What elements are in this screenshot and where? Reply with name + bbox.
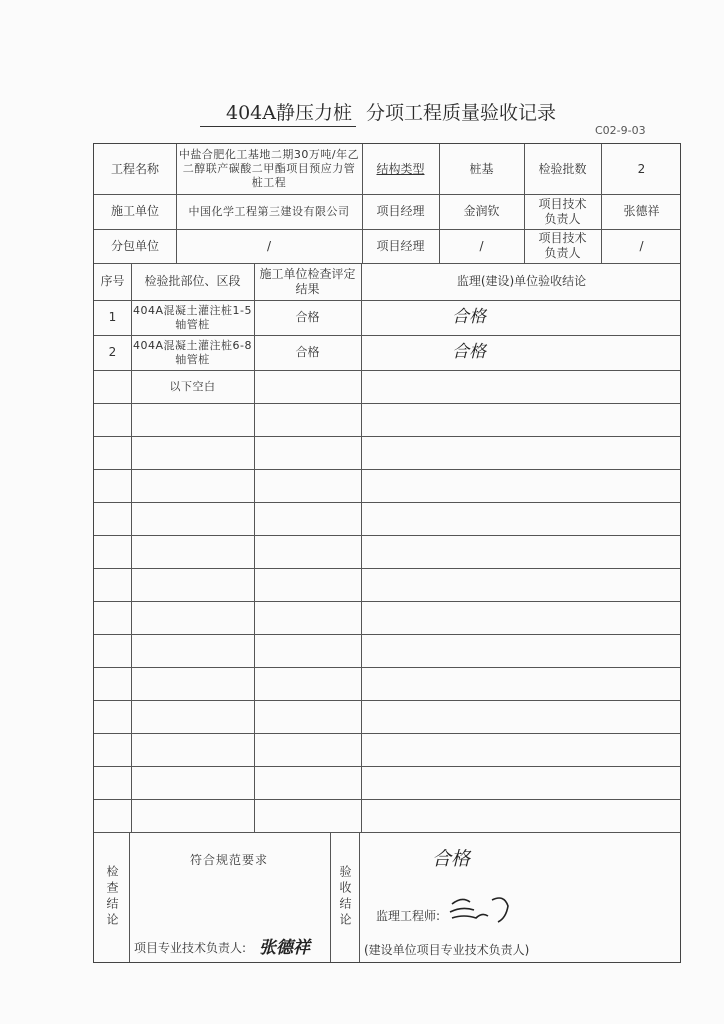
row-1-part: 404A混凝土灌注桩1-5轴管桩 <box>133 303 252 331</box>
batch-count-value: 2 <box>637 161 646 176</box>
col-header-result: 施工单位检查评定结果 <box>259 266 356 296</box>
title-main: 分项工程质量验收记录 <box>366 102 557 124</box>
contractor-label: 施工单位 <box>110 204 159 218</box>
page-title <box>200 98 556 127</box>
record-form <box>93 143 681 963</box>
tech-lead-label: 项目技术负责人 <box>538 196 587 226</box>
row-2-conclusion: 合格 <box>452 342 486 362</box>
title-subitem: 404A静压力桩 <box>200 98 356 127</box>
supervisor-label: 监理工程师: <box>376 909 441 923</box>
pm2-value: / <box>479 238 484 253</box>
owner-tech-lead-label: (建设单位项目专业技术负责人) <box>364 943 530 957</box>
row-2-result: 合格 <box>295 345 320 359</box>
project-name-value: 中盐合肥化工基地二期30万吨/年乙二醇联产碳酸二甲酯项目预应力管桩工程 <box>178 148 360 189</box>
subcontractor-value: / <box>266 238 272 253</box>
row-1-result: 合格 <box>295 310 320 324</box>
row-3-no <box>94 370 131 403</box>
accept-conclusion-handwritten: 合格 <box>432 848 471 870</box>
pm-value: 金润钦 <box>463 204 500 218</box>
supervisor-signature <box>446 892 526 926</box>
tech-lead2-label: 项目技术负责人 <box>538 231 587 260</box>
row-1-conclusion: 合格 <box>452 307 486 327</box>
row-2-no: 2 <box>108 345 117 359</box>
structure-type-label: 结构类型 <box>376 161 425 176</box>
contractor-value: 中国化学工程第三建设有限公司 <box>188 204 350 218</box>
pm-label: 项目经理 <box>376 204 425 218</box>
pm2-label: 项目经理 <box>376 238 425 253</box>
row-3-part: 以下空白 <box>169 379 216 393</box>
tech-lead-value: 张德祥 <box>623 204 660 218</box>
col-header-conclusion: 监理(建设)单位验收结论 <box>456 274 587 288</box>
tech-lead2-value: / <box>639 238 644 253</box>
batch-count-label: 检验批数 <box>538 161 587 176</box>
col-header-no: 序号 <box>100 274 125 288</box>
accept-conclusion-label: 验收结论 <box>338 865 352 929</box>
subcontractor-label: 分包单位 <box>110 238 159 253</box>
col-header-part: 检验批部位、区段 <box>144 274 241 288</box>
row-2-part: 404A混凝土灌注桩6-8轴管桩 <box>133 338 252 366</box>
check-conclusion-text: 符合规范要求 <box>189 852 268 867</box>
project-name-label: 工程名称 <box>110 161 159 176</box>
doc-code: C02-9-03 <box>595 124 646 137</box>
check-signer-signature: 张德祥 <box>259 938 310 958</box>
check-conclusion-label: 检查结论 <box>105 865 119 929</box>
row-1-no: 1 <box>108 310 117 324</box>
check-signer-label: 项目专业技术负责人: <box>134 941 247 955</box>
structure-type-value: 桩基 <box>469 161 494 176</box>
